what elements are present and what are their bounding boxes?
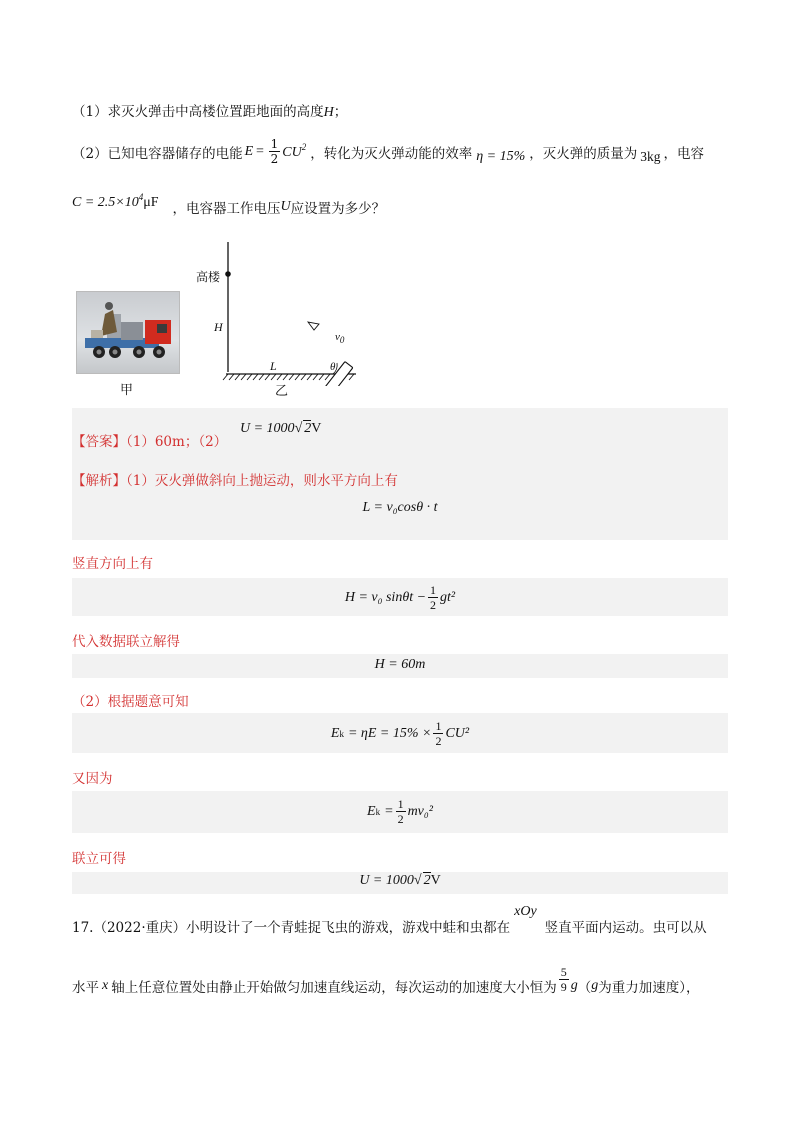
eq4-right: CU² bbox=[445, 725, 470, 741]
question-2-line2 bbox=[72, 191, 386, 217]
answer-u-lhs: U = 1000 bbox=[240, 421, 295, 436]
answer-radicand: 2 bbox=[304, 421, 312, 436]
q17-text-e: （ bbox=[577, 979, 592, 996]
cap-unit: μF bbox=[143, 194, 159, 210]
efficiency-value: η = 15% bbox=[476, 148, 526, 164]
fire-truck-icon bbox=[77, 292, 179, 373]
q17-g2: g bbox=[591, 977, 599, 993]
eq5-frac-n: 1 bbox=[397, 797, 404, 811]
question-2-line1 bbox=[72, 138, 704, 165]
cu-text: CU bbox=[282, 145, 302, 160]
eq4-frac bbox=[433, 720, 443, 747]
answer-part1: （1）60m；（2） bbox=[126, 434, 228, 450]
equation-vertical bbox=[72, 584, 728, 611]
var-H: H bbox=[323, 105, 334, 120]
equation-height-result: H = 60m bbox=[374, 657, 426, 672]
question-2-text-c: ，灭火弹的质量为 bbox=[529, 145, 638, 162]
label-combine: 联立可得 bbox=[72, 851, 126, 867]
q17-xoy: xOy bbox=[514, 904, 537, 919]
analysis-line bbox=[72, 469, 398, 489]
capacitance-value bbox=[72, 192, 159, 211]
cap-text: C = 2.5×10 bbox=[72, 194, 139, 210]
label-because: 又因为 bbox=[72, 771, 113, 787]
answer-unit: V bbox=[311, 421, 322, 436]
figure-label-yi: 乙 bbox=[275, 384, 289, 399]
q17-text-c: 水平 bbox=[72, 979, 99, 996]
question-2-text-b: ，转化为灭火弹动能的效率 bbox=[310, 145, 473, 162]
question-17-line2 bbox=[72, 965, 700, 999]
equation-voltage-result: U = 1000√ 2V bbox=[359, 873, 441, 888]
equation-kinetic-mv bbox=[72, 798, 728, 825]
q17-g: g bbox=[570, 977, 578, 993]
answer-line bbox=[72, 430, 227, 450]
eq5-sub: k bbox=[375, 806, 381, 817]
var-U: U bbox=[280, 199, 291, 214]
label-H: H bbox=[214, 320, 223, 334]
label-building: 高楼 bbox=[196, 270, 221, 284]
eq6-unit: V bbox=[430, 873, 441, 888]
label-theta: θ bbox=[330, 361, 336, 373]
eq4-sub: k bbox=[339, 728, 344, 739]
frac-num: 1 bbox=[270, 137, 279, 151]
label-v0 bbox=[335, 331, 344, 345]
fire-truck-photo bbox=[76, 291, 180, 374]
figure-label-jia: 甲 bbox=[120, 383, 134, 398]
q17-text-f: 为重力加速度）， bbox=[598, 979, 700, 996]
v0-sub: 0 bbox=[339, 335, 345, 345]
mass-value: 3kg bbox=[640, 148, 661, 164]
q17-text-d: 轴上任意位置处由静止开始做匀加速直线运动，每次运动的加速度大小恒为 bbox=[111, 979, 557, 996]
eq2-left: H = v₀ sinθt − bbox=[344, 589, 427, 605]
eq5-frac bbox=[396, 798, 406, 825]
eq2-frac-d: 2 bbox=[430, 598, 437, 612]
label-vertical: 竖直方向上有 bbox=[72, 556, 153, 572]
question-17-line1 bbox=[72, 904, 707, 936]
q17-fraction bbox=[559, 966, 569, 993]
question-2-text-e: ，电容器工作电压 bbox=[172, 201, 281, 217]
q17-text-b: 竖直平面内运动。虫可以从 bbox=[544, 920, 707, 936]
eq5-eq: = bbox=[384, 803, 394, 819]
q17-text-a: 17.（2022·重庆）小明设计了一个青蛙捉飞虫的游戏，游戏中蛙和虫都在 bbox=[72, 920, 511, 936]
analysis-intro: （1）灭火弹做斜向上抛运动，则水平方向上有 bbox=[126, 473, 398, 489]
energy-var: E bbox=[244, 143, 254, 159]
eq5-right: mv₀² bbox=[407, 803, 433, 819]
q17-x: x bbox=[102, 977, 109, 993]
fraction-half bbox=[269, 138, 281, 165]
question-2-text-f: 应设置为多少？ bbox=[290, 201, 386, 217]
equation-horizontal: L = v₀cosθ · t bbox=[362, 500, 438, 515]
label-part2: （2）根据题意可知 bbox=[72, 694, 189, 710]
label-L: L bbox=[270, 359, 277, 373]
eq4-frac-d: 2 bbox=[435, 734, 442, 748]
q17-frac-n: 5 bbox=[560, 965, 567, 979]
projectile-diagram bbox=[196, 236, 366, 386]
frac-den: 2 bbox=[270, 152, 279, 166]
question-1 bbox=[72, 100, 347, 121]
label-solve: 代入数据联立解得 bbox=[72, 634, 180, 650]
question-1-suffix: ； bbox=[333, 104, 348, 120]
eq5-e: E bbox=[367, 803, 376, 819]
eq2-frac bbox=[428, 584, 438, 611]
eq6-radicand: 2 bbox=[423, 873, 431, 888]
question-2-text-d: ，电容 bbox=[663, 145, 705, 162]
eq2-right: gt² bbox=[440, 589, 456, 605]
eq6-lhs: U = 1000 bbox=[359, 873, 414, 888]
eq4-frac-n: 1 bbox=[435, 719, 442, 733]
analysis-tag: 【解析】 bbox=[72, 473, 126, 489]
answer-tag: 【答案】 bbox=[72, 434, 126, 450]
q17-frac-d: 9 bbox=[560, 980, 567, 994]
eq4-mid: = ηE = 15% × bbox=[347, 725, 432, 741]
equals-sign: = bbox=[255, 143, 265, 159]
eq4-e: E bbox=[330, 725, 340, 741]
eq5-frac-d: 2 bbox=[397, 812, 404, 826]
question-1-text: （1）求灭火弹击中高楼位置距地面的高度 bbox=[72, 104, 324, 120]
v0-text: v bbox=[335, 331, 340, 343]
cu-squared: $CU^2$ bbox=[282, 142, 307, 160]
cap-exp: 4 bbox=[138, 191, 144, 202]
question-2-text-a: （2）已知电容器储存的电能 bbox=[72, 145, 243, 162]
equation-kinetic-energy bbox=[72, 720, 728, 747]
eq2-frac-n: 1 bbox=[430, 583, 437, 597]
answer-part2: U = 1000√ 2V bbox=[240, 421, 322, 436]
